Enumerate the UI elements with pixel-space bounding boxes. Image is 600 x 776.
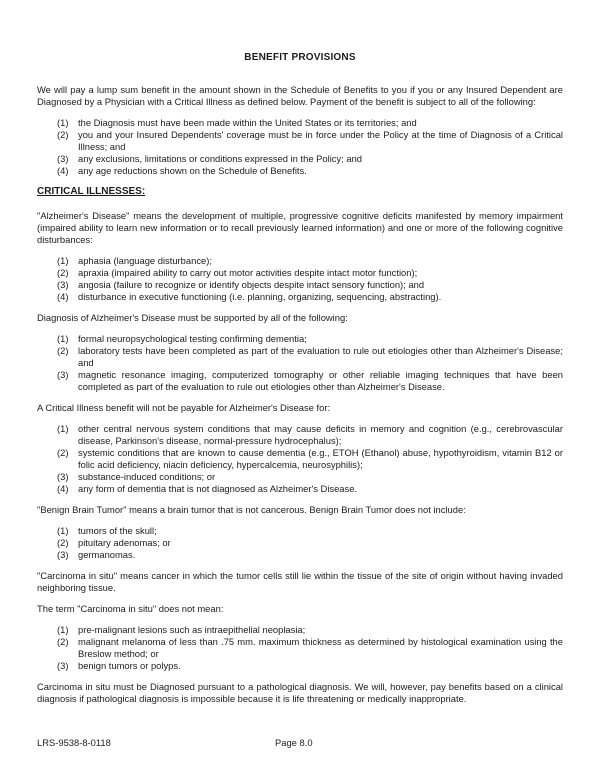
list-item — [57, 537, 563, 549]
list-item — [57, 291, 563, 303]
alzheimers-exclusions-paragraph: A Critical Illness benefit will not be payable for Alzheimer's Disease for: — [37, 402, 331, 413]
list-item — [57, 129, 563, 153]
list-item — [57, 483, 563, 495]
list-item-number: (2) — [57, 129, 69, 140]
list-item — [57, 345, 563, 369]
list-item — [57, 165, 563, 177]
list-item — [57, 279, 563, 291]
page-footer — [37, 737, 563, 749]
list-item-number: (2) — [57, 636, 69, 647]
list-item-text: magnetic resonance imaging, computerized tomography or other reliable imaging techniques that have been completed as part of the evaluation to rule out etiologies other than Alzheimer's Disease. — [78, 369, 563, 392]
list-item-text: angosia (failure to recognize or identify objects despite intact sensory function); and — [78, 279, 425, 290]
list-item-text: any form of dementia that is not diagnosed as Alzheimer's Disease. — [78, 483, 358, 494]
list-item-number: (1) — [57, 624, 69, 635]
list-item-text: benign tumors or polyps. — [78, 660, 181, 671]
list-item-text: substance-induced conditions; or — [78, 471, 216, 482]
list-item-text: systemic conditions that are known to cause dementia (e.g., ETOH (Ethanol) abuse, hypothyroidism, vitamin B12 or folic acid deficiency, niacin deficiency, hypercalcemia, neurosyphilis); — [78, 447, 563, 470]
list-item-text: laboratory tests have been completed as part of the evaluation to rule out etiologies other than Alzheimer's Disease; and — [78, 345, 563, 368]
list-item-number: (2) — [57, 345, 69, 356]
list-item-text: any exclusions, limitations or conditions expressed in the Policy; and — [78, 153, 363, 164]
section-heading-critical-illnesses: CRITICAL ILLNESSES: — [37, 186, 146, 197]
benign-brain-tumor-exclusions-list — [57, 525, 563, 561]
list-item-text: you and your Insured Dependents' coverage must be in force under the Policy at the time of Diagnosis of a Critical Illness; and — [78, 129, 563, 152]
diagnosis-support-list — [57, 333, 563, 393]
list-item-number: (2) — [57, 447, 69, 458]
benign-brain-tumor-definition-paragraph: "Benign Brain Tumor" means a brain tumor that is not cancerous. Benign Brain Tumor does not include: — [37, 504, 466, 515]
alzheimers-definition-paragraph: "Alzheimer's Disease" means the development of multiple, progressive cognitive deficits manifested by memory impairment (impaired ability to learn new information or to recall previously learned information) and one or more of the following cognitive disturbances: — [37, 210, 563, 245]
list-item-number: (3) — [57, 279, 69, 290]
list-item — [57, 525, 563, 537]
list-item-number: (1) — [57, 423, 69, 434]
list-item — [57, 153, 563, 165]
list-item-text: formal neuropsychological testing confirming dementia; — [78, 333, 307, 344]
list-item-text: malignant melanoma of less than .75 mm. maximum thickness as determined by histological examination using the Breslow method; or — [78, 636, 563, 659]
list-item-text: pre-malignant lesions such as intraepithelial neoplasia; — [78, 624, 306, 635]
list-item — [57, 255, 563, 267]
benefit-conditions-list — [57, 117, 563, 177]
list-item-text: germanomas. — [78, 549, 136, 560]
carcinoma-term-paragraph: The term "Carcinoma in situ" does not mean: — [37, 603, 224, 614]
page-title: BENEFIT PROVISIONS — [244, 52, 356, 63]
list-item-text: aphasia (language disturbance); — [78, 255, 212, 266]
list-item-number: (2) — [57, 267, 69, 278]
list-item-number: (4) — [57, 165, 69, 176]
alzheimers-exclusions-list — [57, 423, 563, 495]
list-item-number: (3) — [57, 369, 69, 380]
list-item-text: disturbance in executive functioning (i.e. planning, organizing, sequencing, abstracting). — [78, 291, 442, 302]
list-item-text: pituitary adenomas; or — [78, 537, 171, 548]
footer-doc-code: LRS-9538-8-0118 — [37, 737, 111, 748]
list-item-text: the Diagnosis must have been made within the United States or its territories; and — [78, 117, 417, 128]
list-item-number: (3) — [57, 471, 69, 482]
list-item — [57, 369, 563, 393]
footer-page-number: Page 8.0 — [275, 737, 313, 748]
list-item-text: tumors of the skull; — [78, 525, 157, 536]
list-item-number: (3) — [57, 153, 69, 164]
list-item-text: other central nervous system conditions that may cause deficits in memory and cognition (e.g., cerebrovascular disease, Parkinson's disease, normal-pressure hydrocephalus); — [78, 423, 563, 446]
list-item-number: (4) — [57, 291, 69, 302]
list-item-text: any age reductions shown on the Schedule of Benefits. — [78, 165, 307, 176]
list-item-number: (4) — [57, 483, 69, 494]
list-item-text: apraxia (impaired ability to carry out motor activities despite intact motor function); — [78, 267, 418, 278]
list-item-number: (1) — [57, 117, 69, 128]
list-item — [57, 549, 563, 561]
alzheimers-diagnosis-paragraph: Diagnosis of Alzheimer's Disease must be supported by all of the following: — [37, 312, 348, 323]
list-item-number: (1) — [57, 525, 69, 536]
list-item — [57, 117, 563, 129]
list-item-number: (2) — [57, 537, 69, 548]
list-item — [57, 471, 563, 483]
list-item — [57, 624, 563, 636]
list-item-number: (1) — [57, 255, 69, 266]
intro-paragraph: We will pay a lump sum benefit in the amount shown in the Schedule of Benefits to you if you or any Insured Dependent are Diagnosed by a Physician with a Critical Illness as defined below. Payment of the benefit is subject to all of the following: — [37, 84, 563, 107]
list-item — [57, 333, 563, 345]
carcinoma-exclusions-list — [57, 624, 563, 672]
list-item — [57, 423, 563, 447]
carcinoma-definition-paragraph: "Carcinoma in situ" means cancer in which the tumor cells still lie within the tissue of the site of origin without having invaded neighboring tissue. — [37, 570, 563, 593]
cognitive-disturbances-list — [57, 255, 563, 303]
list-item — [57, 447, 563, 471]
list-item — [57, 636, 563, 660]
list-item — [57, 267, 563, 279]
list-item — [57, 660, 563, 672]
list-item-number: (3) — [57, 660, 69, 671]
list-item-number: (1) — [57, 333, 69, 344]
list-item-number: (3) — [57, 549, 69, 560]
carcinoma-diagnosis-paragraph: Carcinoma in situ must be Diagnosed pursuant to a pathological diagnosis. We will, however, pay benefits based on a clinical diagnosis if pathological diagnosis is impossible because it is life threatening or medically inappropriate. — [37, 681, 563, 704]
